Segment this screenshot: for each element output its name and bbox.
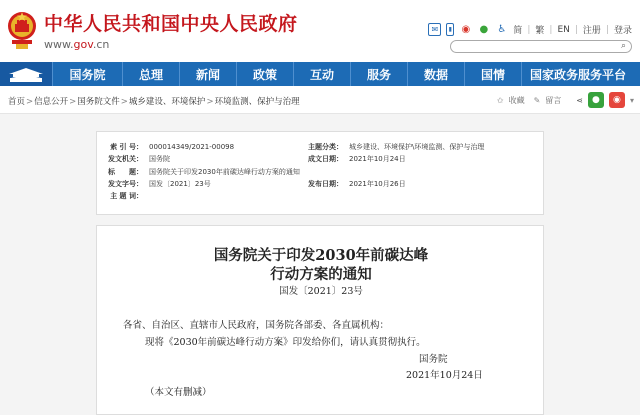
document-date: 2021年10月24日 bbox=[406, 370, 483, 381]
breadcrumb-separator: > bbox=[69, 97, 77, 107]
search-input[interactable] bbox=[450, 40, 632, 53]
site-url-domain: gov bbox=[73, 38, 93, 51]
wechat-icon[interactable]: ● bbox=[479, 24, 489, 35]
meta-publish-date: 发布日期： 2021年10月26日 bbox=[308, 180, 406, 188]
lang-simplified[interactable]: 简 bbox=[513, 26, 523, 36]
document-body bbox=[96, 225, 544, 415]
document-number: 国发〔2021〕23号 bbox=[279, 286, 363, 297]
nav-item-data[interactable]: 数据 bbox=[407, 62, 464, 86]
main-nav bbox=[0, 62, 640, 86]
mobile-icon[interactable]: ▮ bbox=[446, 23, 454, 36]
content-panel bbox=[96, 131, 544, 405]
meta-written-date: 成文日期： 2021年10月24日 bbox=[308, 155, 406, 163]
breadcrumb-item[interactable]: 城乡建设、环境保护 bbox=[128, 97, 206, 107]
utility-bar bbox=[428, 23, 632, 36]
divider: | bbox=[605, 24, 609, 35]
search-icon[interactable]: ⌕ bbox=[620, 41, 626, 51]
meta-keywords: 主 题 词： bbox=[110, 192, 143, 200]
document-signer: 国务院 bbox=[419, 354, 448, 365]
lang-traditional[interactable]: 繁 bbox=[535, 26, 545, 36]
nav-item-interaction[interactable]: 互动 bbox=[293, 62, 350, 86]
nav-item-services[interactable]: 服务 bbox=[350, 62, 407, 86]
chevron-down-icon[interactable]: ▾ bbox=[629, 95, 634, 105]
breadcrumb-item[interactable]: 环境监测、保护与治理 bbox=[214, 97, 300, 107]
weibo-share-icon[interactable]: ◉ bbox=[609, 92, 625, 108]
document-salutation: 各省、自治区、直辖市人民政府，国务院各部委、各直属机构： bbox=[123, 320, 390, 331]
nav-item-premier[interactable]: 总理 bbox=[122, 62, 179, 86]
breadcrumb-bar bbox=[0, 86, 640, 114]
page-tools bbox=[497, 92, 634, 108]
meta-issuer: 发文机关： 国务院 bbox=[108, 155, 170, 163]
nav-item-national-info[interactable]: 国情 bbox=[464, 62, 521, 86]
site-header bbox=[0, 0, 640, 62]
register-link[interactable]: 注册 bbox=[582, 26, 601, 36]
meta-index: 索 引 号： 000014349/2021-00098 bbox=[110, 143, 235, 151]
breadcrumb-separator: > bbox=[120, 97, 128, 107]
nav-item-policy[interactable]: 政策 bbox=[236, 62, 293, 86]
breadcrumb-item[interactable]: 国务院文件 bbox=[77, 97, 120, 107]
meta-topic: 主题分类： 城乡建设、环境保护\环境监测、保护与治理 bbox=[308, 143, 485, 151]
meta-doc-number: 发文字号： 国发〔2021〕23号 bbox=[108, 180, 211, 188]
breadcrumb-separator: > bbox=[26, 97, 34, 107]
breadcrumb-item[interactable]: 首页 bbox=[8, 97, 26, 107]
site-url: www.gov.cn bbox=[44, 38, 110, 51]
wechat-share-icon[interactable]: ● bbox=[588, 92, 604, 108]
meta-title: 标 题： 国务院关于印发2030年前碳达峰行动方案的通知 bbox=[108, 168, 300, 176]
document-note: （本文有删减） bbox=[145, 387, 212, 398]
accessibility-icon[interactable]: ♿ bbox=[497, 24, 507, 35]
favorite-icon[interactable]: ✩ bbox=[496, 95, 504, 105]
lang-english[interactable]: EN bbox=[557, 24, 570, 35]
breadcrumb-item[interactable]: 信息公开 bbox=[34, 97, 69, 107]
document-title-line1: 国务院关于印发2030年前碳达峰 bbox=[213, 247, 429, 264]
favorite-label[interactable]: 收藏 bbox=[508, 95, 525, 105]
nav-home[interactable] bbox=[0, 62, 52, 86]
login-link[interactable]: 登录 bbox=[613, 26, 632, 36]
tiananmen-icon bbox=[7, 65, 45, 83]
national-emblem-icon[interactable] bbox=[6, 6, 38, 54]
divider: | bbox=[549, 24, 553, 35]
share-icon[interactable]: ⋖ bbox=[576, 95, 583, 105]
breadcrumb-separator: > bbox=[206, 97, 214, 107]
breadcrumb bbox=[8, 95, 300, 107]
document-title-line2: 行动方案的通知 bbox=[270, 266, 372, 283]
document-paragraph[interactable]: 现将《2030年前碳达峰行动方案》印发给你们，请认真贯彻执行。 bbox=[145, 337, 426, 348]
weibo-icon[interactable]: ◉ bbox=[461, 24, 471, 35]
nav-item-state-council[interactable]: 国务院 bbox=[52, 62, 122, 86]
nav-item-gov-service-platform[interactable]: 国家政务服务平台 bbox=[521, 62, 634, 86]
divider: | bbox=[574, 24, 578, 35]
document-metadata bbox=[96, 131, 544, 215]
divider: | bbox=[527, 24, 531, 35]
mail-icon[interactable]: ✉ bbox=[428, 23, 441, 36]
nav-item-news[interactable]: 新闻 bbox=[179, 62, 236, 86]
comment-label[interactable]: 留言 bbox=[545, 95, 562, 105]
comment-icon[interactable]: ✎ bbox=[533, 95, 541, 105]
site-title[interactable]: 中华人民共和国中央人民政府 bbox=[44, 13, 298, 35]
